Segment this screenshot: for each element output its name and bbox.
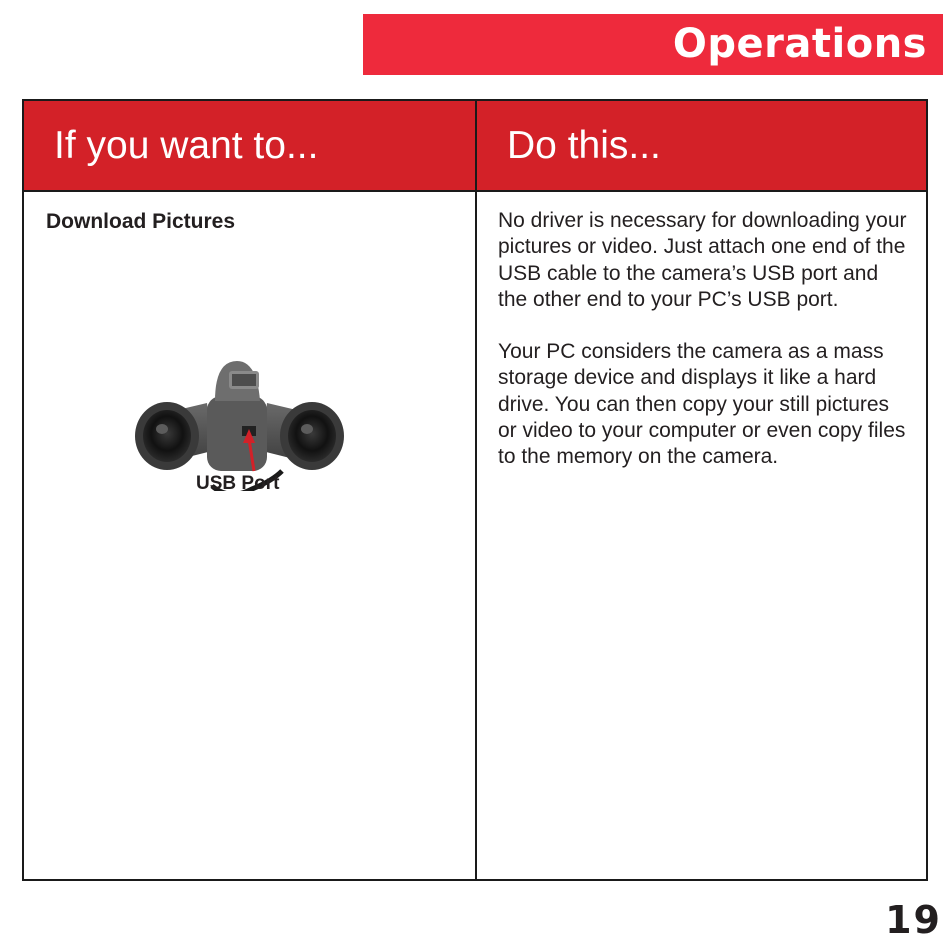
header-if-you-want-to: If you want to... — [54, 124, 319, 167]
binocular-camera-icon — [112, 311, 362, 491]
column-divider — [475, 101, 477, 879]
instruction-paragraph: No driver is necessary for downloading your pictures or video. Just attach one end of the USB cable to the camera’s USB port and the other end to your PC’s USB port. — [498, 209, 907, 311]
instruction-paragraph: Your PC considers the camera as a mass storage device and displays it like a hard drive. You can then copy your still pictures or video to your computer or even copy files to the memory on the camera. — [498, 340, 906, 469]
download-instructions — [498, 208, 908, 497]
usb-port-caption: USB Port — [196, 473, 280, 494]
header-do-this: Do this... — [507, 124, 661, 167]
task-download-pictures: Download Pictures — [46, 210, 236, 233]
section-banner — [363, 14, 943, 75]
page-number: 19 — [885, 898, 942, 942]
operations-table — [22, 99, 928, 881]
section-title: Operations — [672, 21, 927, 67]
